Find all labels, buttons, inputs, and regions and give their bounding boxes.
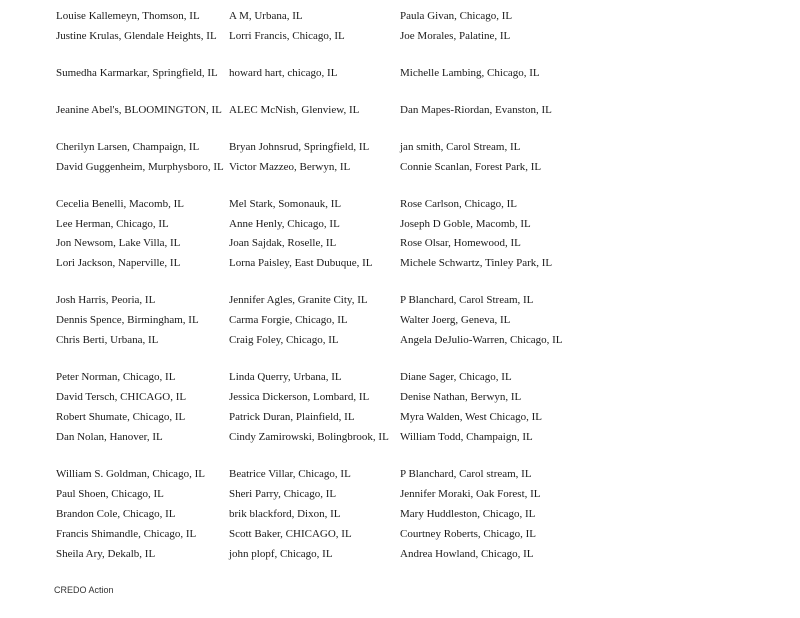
- signature-cell: Dan Mapes-Riordan, Evanston, IL: [400, 104, 552, 116]
- signature-cell: Linda Querry, Urbana, IL: [229, 371, 342, 383]
- signature-cell: Cherilyn Larsen, Champaign, IL: [56, 141, 200, 153]
- signature-cell: Paula Givan, Chicago, IL: [400, 10, 513, 22]
- signature-cell: William S. Goldman, Chicago, IL: [56, 468, 205, 480]
- signature-cell: David Guggenheim, Murphysboro, IL: [56, 161, 224, 173]
- signature-cell: Andrea Howland, Chicago, IL: [400, 548, 534, 560]
- signature-cell: David Tersch, CHICAGO, IL: [56, 391, 187, 403]
- signature-cell: Connie Scanlan, Forest Park, IL: [400, 161, 542, 173]
- signature-cell: Josh Harris, Peoria, IL: [56, 294, 156, 306]
- signature-cell: Jennifer Agles, Granite City, IL: [229, 294, 368, 306]
- signature-cell: Anne Henly, Chicago, IL: [229, 218, 340, 230]
- signature-cell: Victor Mazzeo, Berwyn, IL: [229, 161, 351, 173]
- signature-cell: Justine Krulas, Glendale Heights, IL: [56, 30, 217, 42]
- signature-cell: Peter Norman, Chicago, IL: [56, 371, 176, 383]
- signature-cell: Carma Forgie, Chicago, IL: [229, 314, 348, 326]
- signature-cell: Lee Herman, Chicago, IL: [56, 218, 169, 230]
- signature-cell: Diane Sager, Chicago, IL: [400, 371, 512, 383]
- signature-cell: Michelle Lambing, Chicago, IL: [400, 67, 540, 79]
- signature-cell: ALEC McNish, Glenview, IL: [229, 104, 360, 116]
- signature-cell: Francis Shimandle, Chicago, IL: [56, 528, 197, 540]
- signature-cell: Scott Baker, CHICAGO, IL: [229, 528, 352, 540]
- signature-cell: Patrick Duran, Plainfield, IL: [229, 411, 355, 423]
- signature-cell: Cindy Zamirowski, Bolingbrook, IL: [229, 431, 389, 443]
- signature-cell: Jon Newsom, Lake Villa, IL: [56, 237, 181, 249]
- signature-cell: Bryan Johnsrud, Springfield, IL: [229, 141, 370, 153]
- signature-cell: Angela DeJulio-Warren, Chicago, IL: [400, 334, 563, 346]
- signature-cell: Joseph D Goble, Macomb, IL: [400, 218, 531, 230]
- signature-cell: William Todd, Champaign, IL: [400, 431, 533, 443]
- signature-cell: Lori Jackson, Naperville, IL: [56, 257, 181, 269]
- signature-cell: Dan Nolan, Hanover, IL: [56, 431, 163, 443]
- signature-cell: P Blanchard, Carol stream, IL: [400, 468, 532, 480]
- signature-cell: Chris Berti, Urbana, IL: [56, 334, 159, 346]
- signature-cell: Brandon Cole, Chicago, IL: [56, 508, 176, 520]
- signature-cell: Walter Joerg, Geneva, IL: [400, 314, 511, 326]
- signature-cell: Jeanine Abel's, BLOOMINGTON, IL: [56, 104, 222, 116]
- signature-cell: Joe Morales, Palatine, IL: [400, 30, 511, 42]
- signature-cell: Rose Olsar, Homewood, IL: [400, 237, 521, 249]
- signature-cell: Rose Carlson, Chicago, IL: [400, 198, 518, 210]
- signature-cell: jan smith, Carol Stream, IL: [400, 141, 521, 153]
- signature-cell: Dennis Spence, Birmingham, IL: [56, 314, 199, 326]
- signature-cell: P Blanchard, Carol Stream, IL: [400, 294, 534, 306]
- signature-cell: Jennifer Moraki, Oak Forest, IL: [400, 488, 541, 500]
- signature-cell: howard hart, chicago, IL: [229, 67, 338, 79]
- signature-cell: Michele Schwartz, Tinley Park, IL: [400, 257, 553, 269]
- signature-cell: Lorri Francis, Chicago, IL: [229, 30, 345, 42]
- signature-cell: Lorna Paisley, East Dubuque, IL: [229, 257, 373, 269]
- signature-cell: Mel Stark, Somonauk, IL: [229, 198, 342, 210]
- footer-credit: CREDO Action: [54, 585, 114, 595]
- signature-cell: Myra Walden, West Chicago, IL: [400, 411, 543, 423]
- signature-cell: Paul Shoen, Chicago, IL: [56, 488, 164, 500]
- signature-cell: john plopf, Chicago, IL: [229, 548, 333, 560]
- signature-cell: A M, Urbana, IL: [229, 10, 303, 22]
- signature-cell: Craig Foley, Chicago, IL: [229, 334, 339, 346]
- signature-cell: Cecelia Benelli, Macomb, IL: [56, 198, 184, 210]
- signature-cell: Sumedha Karmarkar, Springfield, IL: [56, 67, 218, 79]
- signature-cell: Mary Huddleston, Chicago, IL: [400, 508, 536, 520]
- signature-cell: Robert Shumate, Chicago, IL: [56, 411, 186, 423]
- signature-cell: brik blackford, Dixon, IL: [229, 508, 341, 520]
- signature-cell: Jessica Dickerson, Lombard, IL: [229, 391, 370, 403]
- signature-cell: Louise Kallemeyn, Thomson, IL: [56, 10, 200, 22]
- signature-cell: Beatrice Villar, Chicago, IL: [229, 468, 351, 480]
- signature-cell: Denise Nathan, Berwyn, IL: [400, 391, 522, 403]
- signature-cell: Sheri Parry, Chicago, IL: [229, 488, 337, 500]
- signature-cell: Courtney Roberts, Chicago, IL: [400, 528, 536, 540]
- signature-cell: Joan Sajdak, Roselle, IL: [229, 237, 337, 249]
- signature-cell: Sheila Ary, Dekalb, IL: [56, 548, 156, 560]
